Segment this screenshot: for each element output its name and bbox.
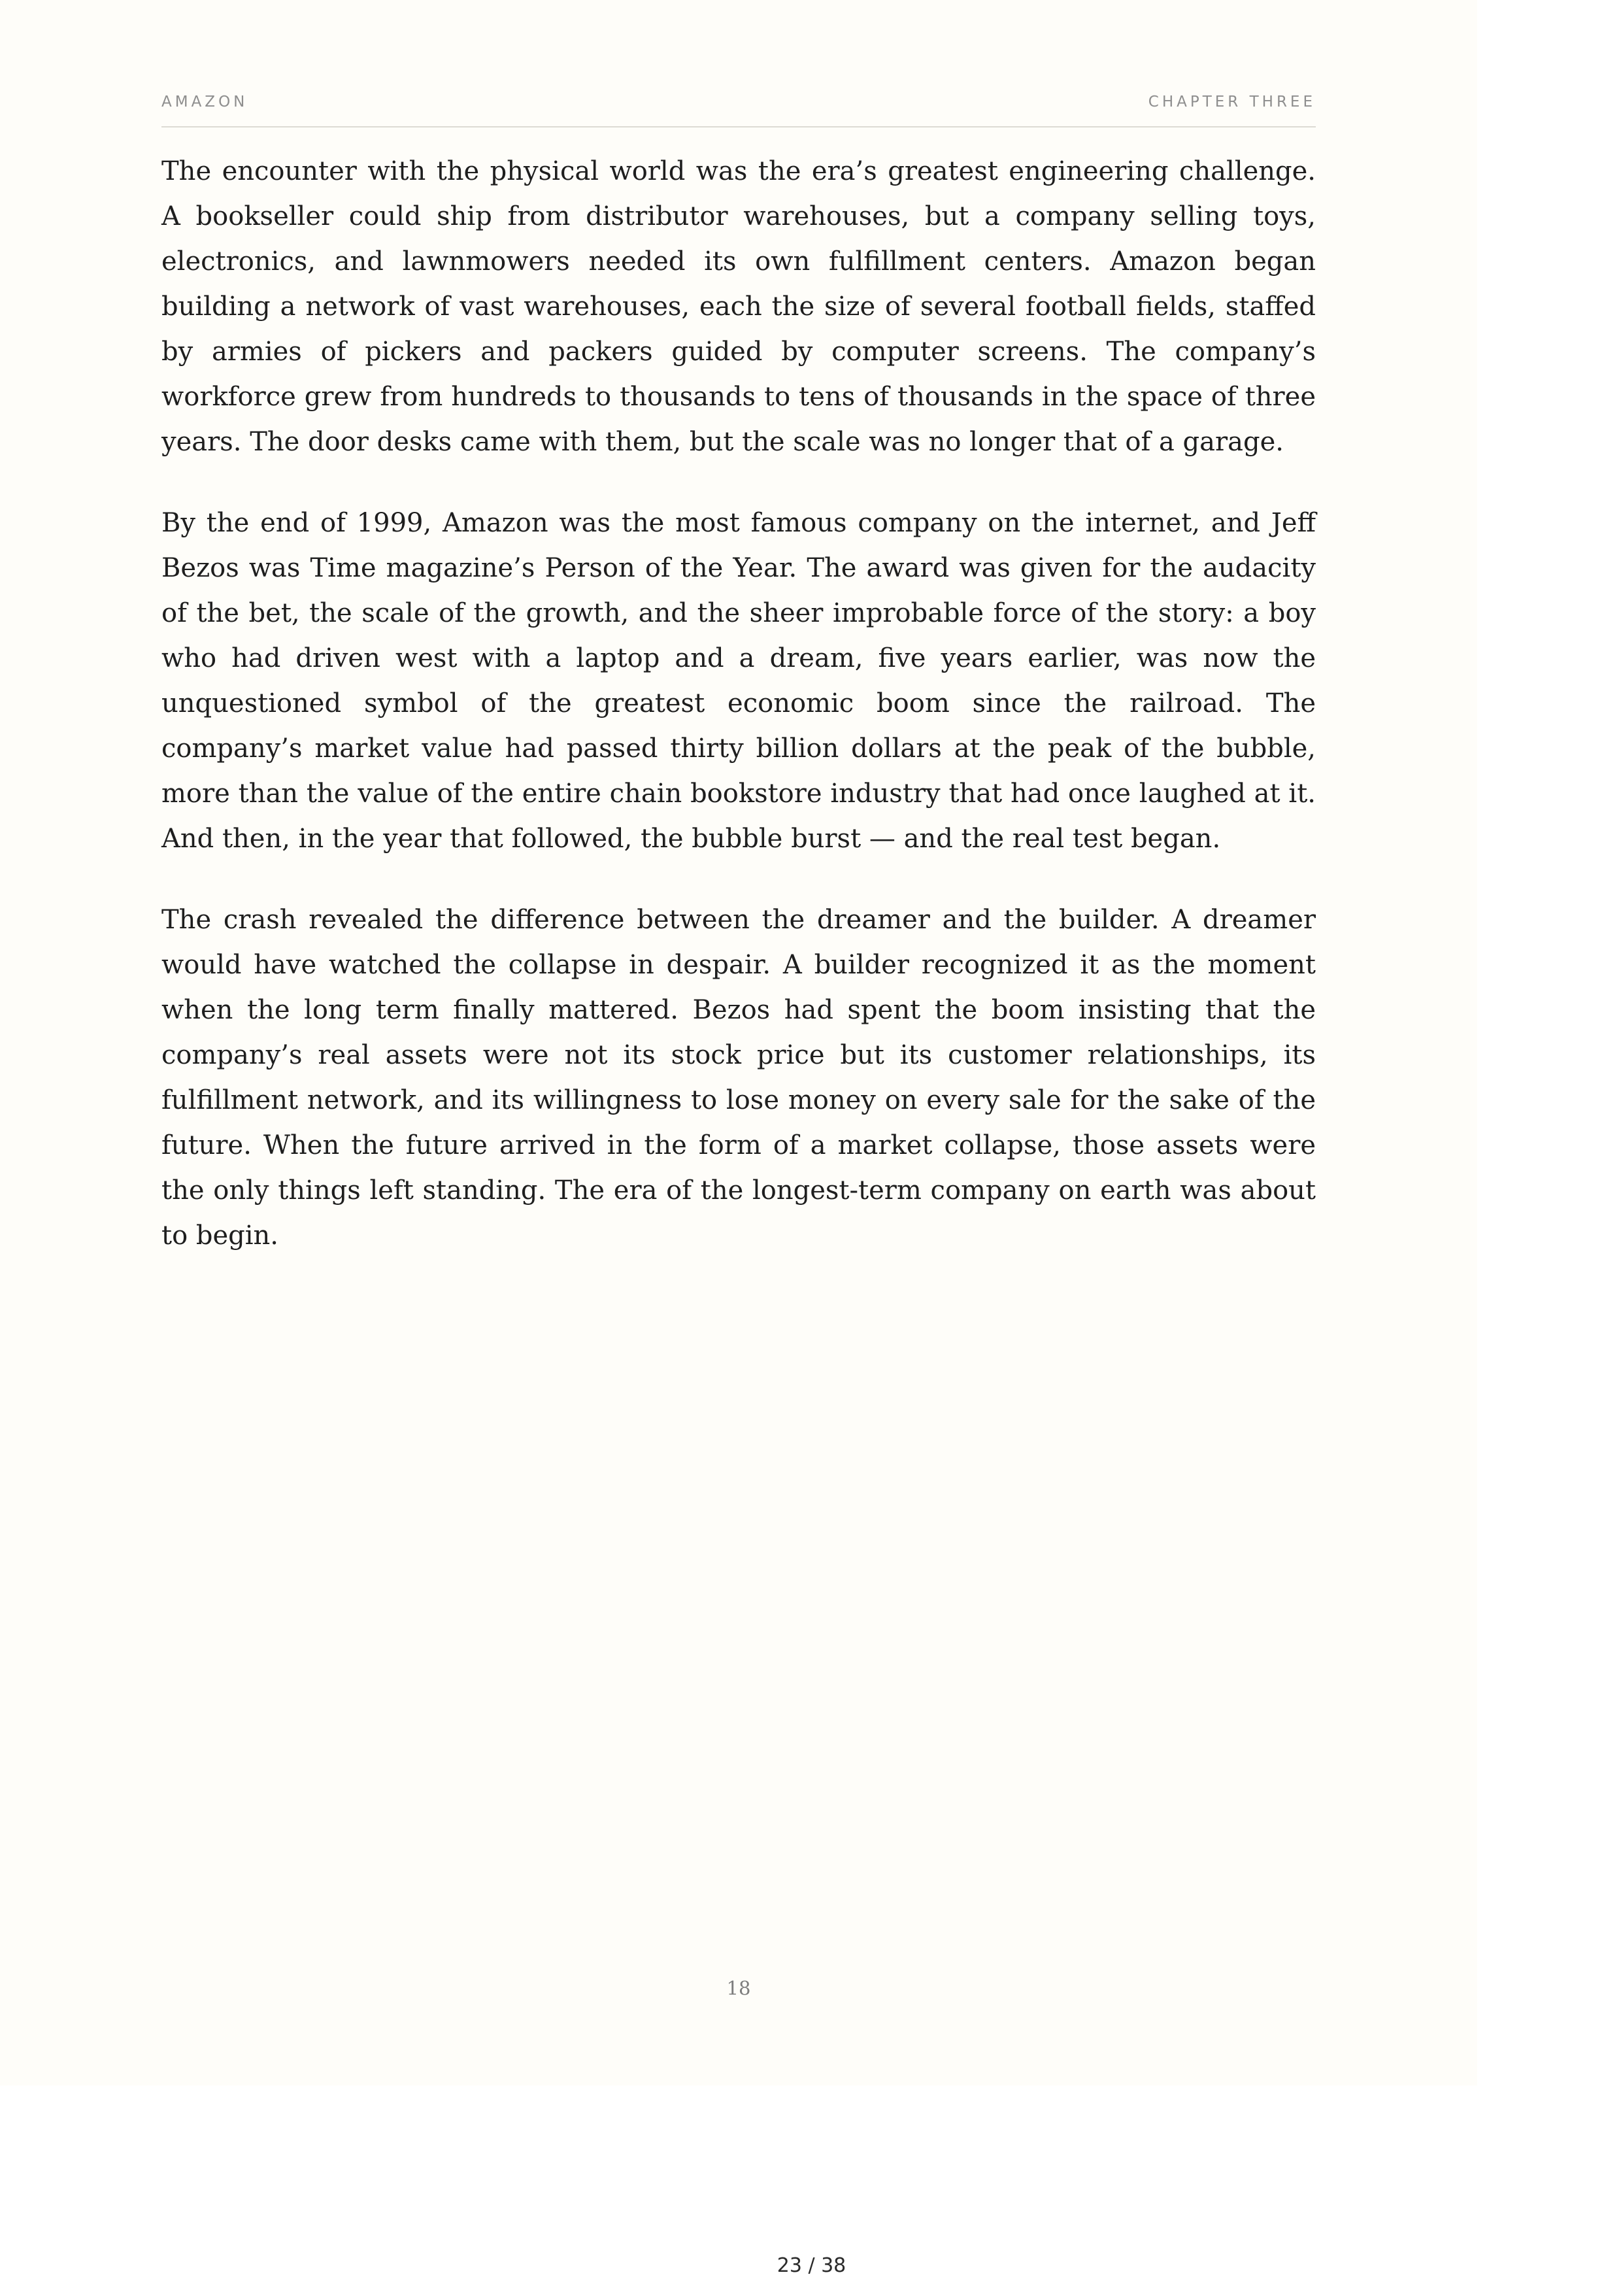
running-head-book-title: AMAZON: [161, 93, 248, 110]
running-head: [161, 93, 1316, 127]
running-head-chapter: CHAPTER THREE: [1148, 93, 1316, 110]
paragraph: By the end of 1999, Amazon was the most famous company on the internet, and Jeff Bezos was Time magazine’s Person of the Year. The award was given for the audacity of the bet, the scale of the growth, and the sheer improbable force of the story: a boy who had driven west with a laptop and a dream, five years earlier, was now the unquestioned symbol of the greatest economic boom since the railroad. The company’s market value had passed thirty billion dollars at the peak of the bubble, more than the value of the entire chain bookstore industry that had once laughed at it. And then, in the year that followed, the bubble burst — and the real test began.: [161, 508, 1316, 854]
page-number: 18: [726, 1977, 751, 1999]
page-counter: 23 / 38: [777, 2254, 846, 2277]
body-text: [161, 149, 1316, 1294]
paragraph: The encounter with the physical world was the era’s greatest engineering challenge. A bookseller could ship from distributor warehouses, but a company selling toys, electronics, and lawnmowers needed its own fulfillment centers. Amazon began building a network of vast warehouses, each the size of several football fields, staffed by armies of pickers and packers guided by computer screens. The company’s workforce grew from hundreds to thousands to tens of thousands in the space of three years. The door desks came with them, but the scale was no longer that of a garage.: [161, 156, 1316, 457]
paragraph: The crash revealed the difference between the dreamer and the builder. A dreamer would have watched the collapse in despair. A builder recognized it as the moment when the long term finally mattered. Bezos had spent the boom insisting that the company’s real assets were not its stock price but its customer relationships, its fulfillment network, and its willingness to lose money on every sale for the sake of the future. When the future arrived in the form of a market collapse, those assets were the only things left standing. The era of the longest-term company on earth was about to begin.: [161, 905, 1316, 1251]
